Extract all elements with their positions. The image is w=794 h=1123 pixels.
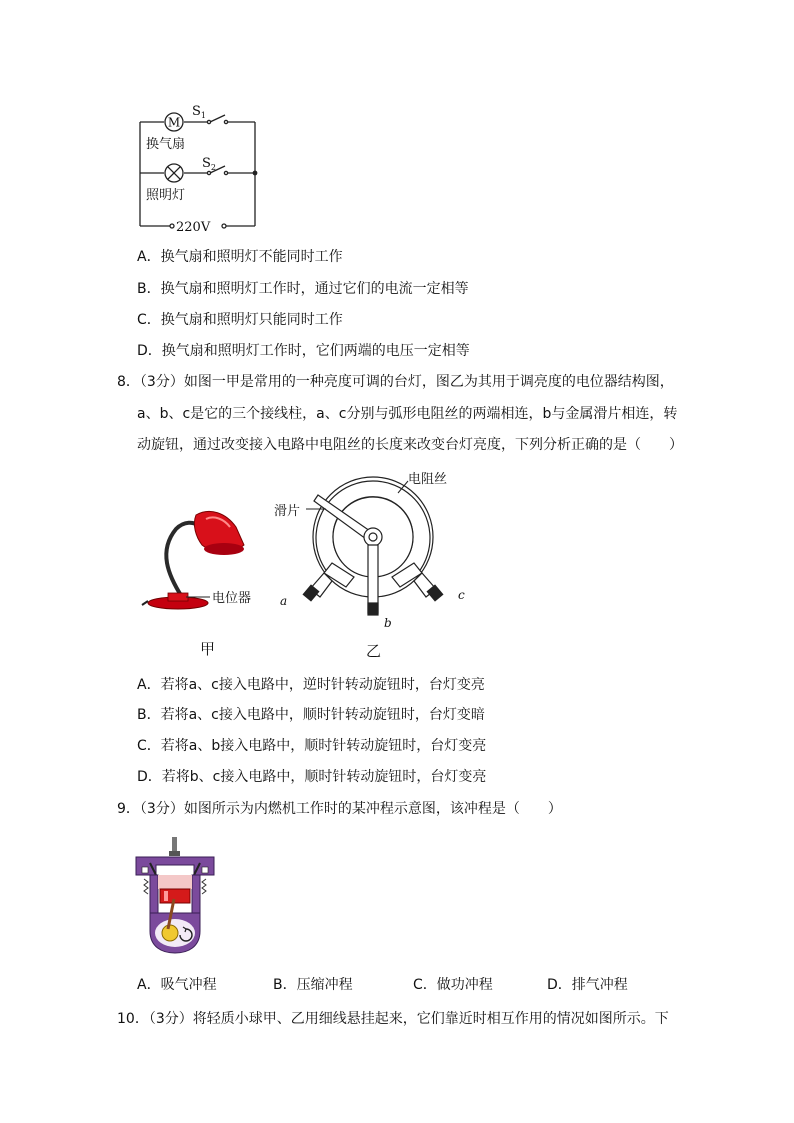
switch-s1-label: S bbox=[192, 104, 201, 119]
figure-jia-caption: 甲 bbox=[200, 640, 216, 658]
q9-option-d[interactable]: D．排气冲程 bbox=[547, 977, 628, 993]
potentiometer-label: 电位器 bbox=[212, 591, 252, 606]
q9-option-a[interactable]: A．吸气冲程 bbox=[137, 977, 217, 993]
fan-label: 换气扇 bbox=[146, 137, 186, 152]
q8-option-b[interactable]: B．若将a、c接入电路中，顺时针转动旋钮时，台灯变暗 bbox=[137, 707, 485, 723]
voltage-label: 220V bbox=[176, 220, 211, 235]
q7-option-d[interactable]: D．换气扇和照明灯工作时，它们两端的电压一定相等 bbox=[137, 343, 470, 359]
svg-text:S2: $S_2$ bbox=[202, 156, 216, 172]
switch-s2-label: S bbox=[202, 156, 211, 171]
q9-option-b[interactable]: B．压缩冲程 bbox=[273, 977, 353, 993]
q10-stem: 10．（3分）将轻质小球甲、乙用细线悬挂起来，它们靠近时相互作用的情况如图所示。下 bbox=[117, 1011, 669, 1027]
q8-stem-line-3: 动旋钮，通过改变接入电路中电阻丝的长度来改变台灯亮度，下列分析正确的是（ ） bbox=[137, 437, 683, 453]
figure-yi-caption: 乙 bbox=[366, 642, 382, 660]
q8-option-d[interactable]: D．若将b、c接入电路中，顺时针转动旋钮时，台灯变亮 bbox=[137, 769, 487, 785]
slider-label: 滑片 bbox=[274, 504, 301, 519]
terminal-b-label: b bbox=[384, 616, 392, 630]
q8-stem-line-2: a、b、c是它的三个接线柱，a、c分别与弧形电阻丝的两端相连，b与金属滑片相连，转 bbox=[137, 406, 678, 422]
q7-option-a[interactable]: A．换气扇和照明灯不能同时工作 bbox=[137, 249, 343, 265]
q7-circuit-diagram bbox=[130, 100, 270, 235]
desk-lamp-figure bbox=[140, 505, 270, 615]
svg-text:S1: $S_1$ bbox=[192, 104, 206, 120]
q8-option-c[interactable]: C．若将a、b接入电路中，顺时针转动旋钮时，台灯变亮 bbox=[137, 738, 487, 754]
resistance-wire-label: 电阻丝 bbox=[408, 472, 448, 487]
motor-symbol: M bbox=[167, 115, 181, 130]
terminal-a-label: a bbox=[280, 594, 288, 608]
terminal-c-label: c bbox=[458, 588, 465, 602]
q7-option-b[interactable]: B．换气扇和照明灯工作时，通过它们的电流一定相等 bbox=[137, 281, 469, 297]
q7-option-c[interactable]: C．换气扇和照明灯只能同时工作 bbox=[137, 312, 343, 328]
q9-stem: 9．（3分）如图所示为内燃机工作时的某冲程示意图，该冲程是（ ） bbox=[117, 801, 562, 817]
q8-stem-line-1: 8．（3分）如图一甲是常用的一种亮度可调的台灯，图乙为其用于调亮度的电位器结构图， bbox=[117, 374, 674, 390]
q9-option-c[interactable]: C．做功冲程 bbox=[413, 977, 493, 993]
engine-stroke-figure bbox=[130, 835, 220, 955]
lamp-label: 照明灯 bbox=[146, 188, 186, 203]
potentiometer-figure bbox=[270, 465, 480, 635]
q8-option-a[interactable]: A．若将a、c接入电路中，逆时针转动旋钮时，台灯变亮 bbox=[137, 677, 485, 693]
